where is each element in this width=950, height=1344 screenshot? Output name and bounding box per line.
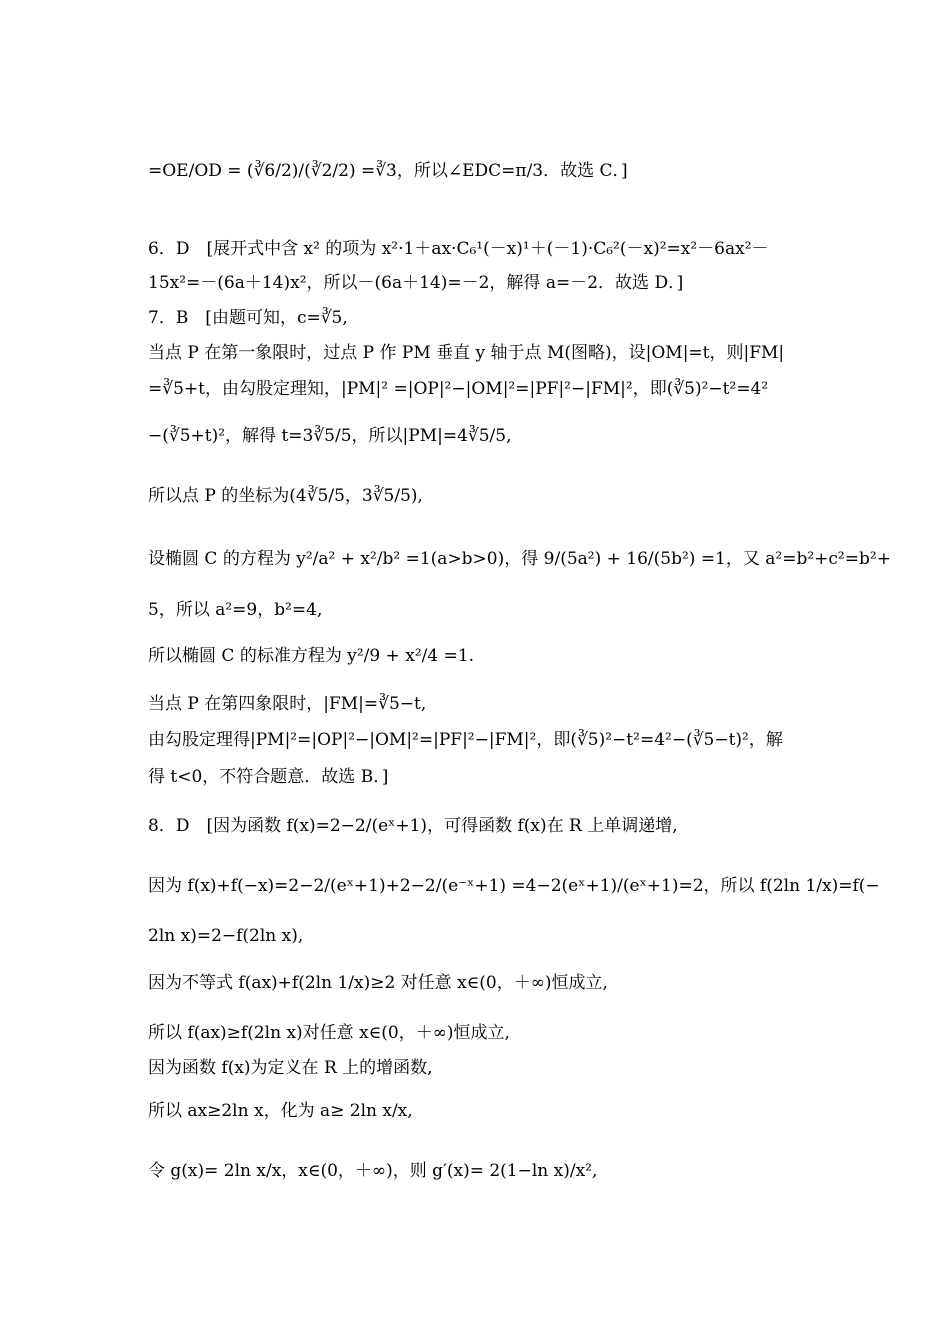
line-answer-8-b: 2ln x)=2−f(2ln x), [148,926,304,946]
line-answer-7-b: =∛5+t，由勾股定理知，|PM|² =|OP|²−|OM|²=|PF|²−|FM|²，即(∛5)²−t²=4² [148,379,769,399]
line-answer-7-d: 所以点 P 的坐标为(4∛5/5，3∛5/5), [148,486,423,506]
line-answer-5-end: =OE/OD = (∛6/2)/(∛2/2) =∛3，所以∠EDC=π/3．故选 C．] [148,161,628,181]
line-answer-8-e: 因为函数 f(x)为定义在 R 上的增函数, [148,1058,433,1078]
line-answer-6-cont: 15x²=－(6a＋14)x²，所以－(6a＋14)=－2，解得 a=－2．故选 D．] [148,273,684,293]
line-answer-8-g: 令 g(x)= 2ln x/x，x∈(0，＋∞)，则 g′(x)= 2(1−ln x)/x², [148,1161,598,1181]
line-answer-7-j: 得 t<0，不符合题意．故选 B．] [148,767,389,787]
line-answer-7-c: −(∛5+t)²，解得 t=3∛5/5，所以|PM|=4∛5/5, [148,426,512,446]
line-answer-7-h: 当点 P 在第四象限时，|FM|=∛5−t, [148,694,427,714]
line-answer-8-d: 所以 f(ax)≥f(2ln x)对任意 x∈(0，＋∞)恒成立, [148,1023,510,1043]
line-answer-8-a: 因为 f(x)+f(−x)=2−2/(eˣ+1)+2−2/(e⁻ˣ+1) =4−2(eˣ+1)/(eˣ+1)=2，所以 f(2ln 1/x)=f(− [148,876,880,896]
line-answer-8-c: 因为不等式 f(ax)+f(2ln 1/x)≥2 对任意 x∈(0，＋∞)恒成立, [148,973,608,993]
line-answer-6: 6．D [展开式中含 x² 的项为 x²·1＋ax·C₆¹(－x)¹＋(－1)·C₆²(－x)²=x²－6ax²－ [148,239,769,259]
line-answer-7: 7．B [由题可知，c=∛5, [148,308,348,328]
line-answer-7-f: 5，所以 a²=9，b²=4, [148,600,323,620]
line-answer-8-f: 所以 ax≥2ln x，化为 a≥ 2ln x/x, [148,1101,413,1121]
line-answer-8: 8．D [因为函数 f(x)=2−2/(eˣ+1)，可得函数 f(x)在 R 上单调递增, [148,816,678,836]
line-answer-7-i: 由勾股定理得|PM|²=|OP|²−|OM|²=|PF|²−|FM|²，即(∛5)²−t²=4²−(∛5−t)²，解 [148,730,783,750]
line-answer-7-g: 所以椭圆 C 的标准方程为 y²/9 + x²/4 =1. [148,646,475,666]
line-answer-7-e: 设椭圆 C 的方程为 y²/a² + x²/b² =1(a>b>0)，得 9/(5a²) + 16/(5b²) =1，又 a²=b²+c²=b²+ [148,549,891,569]
line-answer-7-a: 当点 P 在第一象限时，过点 P 作 PM 垂直 y 轴于点 M(图略)，设|OM|=t，则|FM| [148,343,785,363]
